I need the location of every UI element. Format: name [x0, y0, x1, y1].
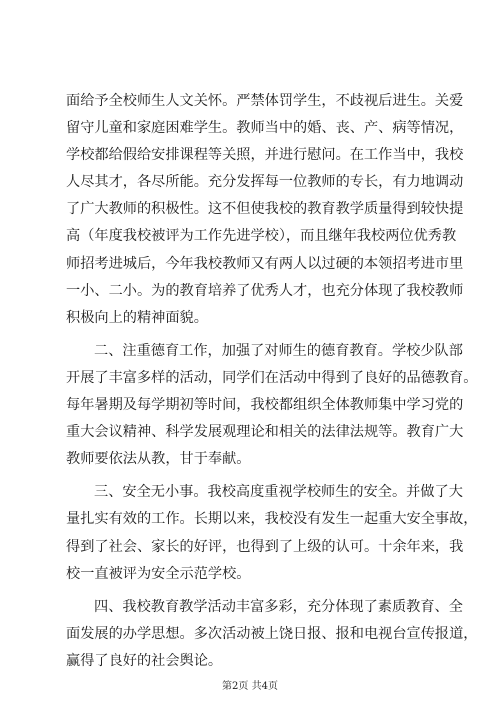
paragraph: [66, 338, 478, 473]
text-line: 高（年度我校被评为工作先进学校），而且继年我校两位优秀教: [66, 228, 457, 245]
document-body: [66, 88, 478, 675]
text-line: 学校都给假给安排课程等关照，并进行慰问。在工作当中，我校: [66, 147, 464, 164]
text-line: 得到了社会、家长的好评，也得到了上级的认可。十余年来，我: [66, 538, 464, 555]
text-line: 留守儿童和家庭困难学生。教师当中的婚、丧、产、病等情况，: [66, 120, 464, 137]
text-line: 量扎实有效的工作。长期以来，我校没有发生一起重大安全事故，: [66, 511, 478, 528]
text-line: 面发展的办学思想。多次活动被上饶日报、报和电视台宣传报道，: [66, 625, 478, 642]
paragraph: [66, 88, 464, 332]
paragraph: [66, 479, 478, 587]
text-line: 校一直被评为安全示范学校。: [66, 565, 251, 582]
text-line: 四、我校教育教学活动丰富多彩，充分体现了素质教育、全: [94, 598, 463, 615]
text-line: 教师要依法从教，甘于奉献。: [66, 451, 251, 468]
text-line: 重大会议精神、科学发展观理论和相关的法律法规等。教育广大: [66, 424, 464, 441]
page-footer: 第2页 共4页: [222, 681, 278, 692]
text-line: 一小、二小。为的教育培养了优秀人才，也充分体现了我校教师: [66, 282, 464, 299]
text-line: 了广大教师的积极性。这不但使我校的教育教学质量得到较快提: [66, 201, 464, 218]
text-line: 积极向上的精神面貌。: [66, 309, 208, 326]
text-line: 开展了丰富多样的活动，同学们在活动中得到了良好的品德教育。: [66, 369, 478, 386]
text-line: 赢得了良好的社会舆论。: [66, 652, 223, 669]
paragraph: [66, 594, 478, 675]
text-line: 三、安全无小事。我校高度重视学校师生的安全。并做了大: [94, 484, 463, 501]
text-line: 每年暑期及每学期初等时间，我校都组织全体教师集中学习党的: [66, 397, 464, 414]
text-line: 人尽其才，各尽所能。充分发挥每一位教师的专长，有力地调动: [66, 174, 464, 191]
text-line: 师招考进城后，今年我校教师又有两人以过硬的本领招考进市里: [66, 255, 464, 272]
text-line: 二、注重德育工作，加强了对师生的德育教育。学校少队部: [94, 342, 463, 359]
text-line: 面给予全校师生人文关怀。严禁体罚学生，不歧视后进生。关爱: [66, 93, 464, 109]
